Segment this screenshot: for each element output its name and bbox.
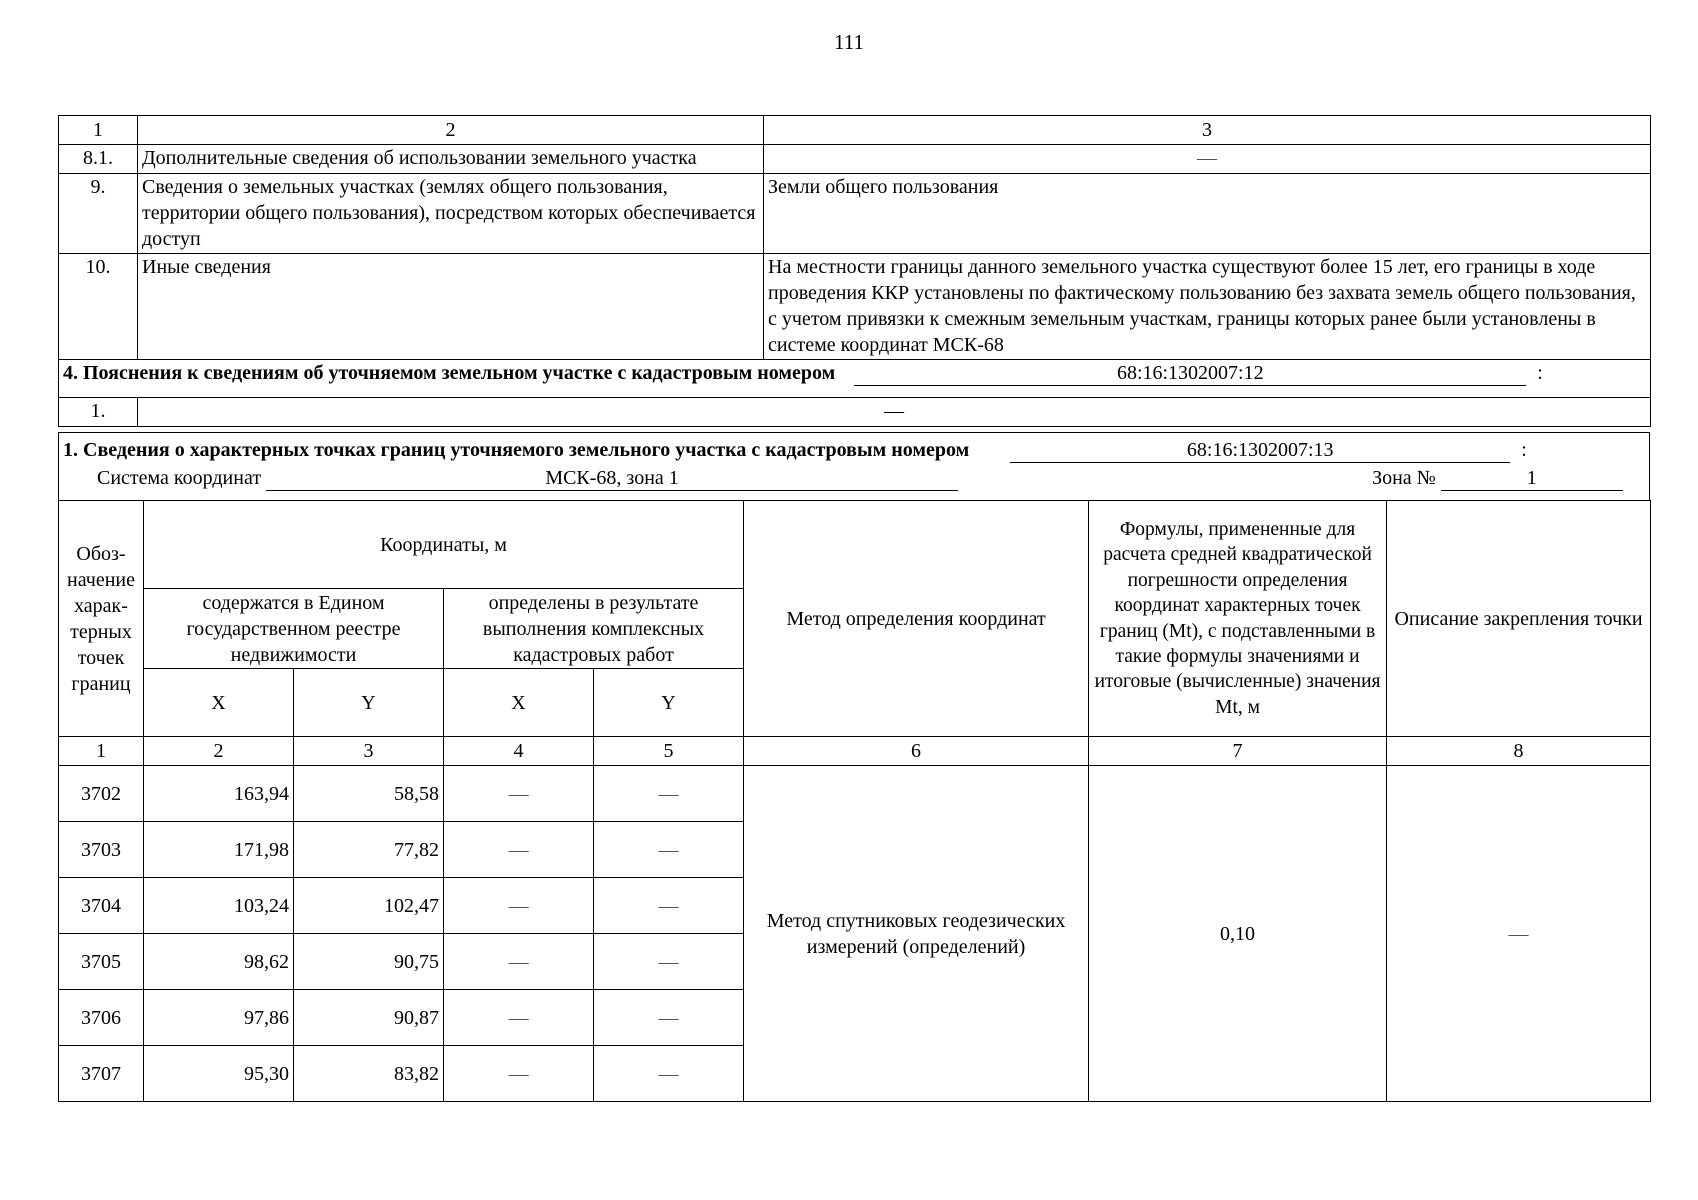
point-x: 103,24 [144,878,294,934]
egrn-y-header: Y [294,669,444,737]
point-x: 171,98 [144,822,294,878]
info-row [59,254,1651,360]
zone-value: 1 [1441,467,1623,491]
coord-system-label: Система координат [97,467,262,489]
point-id: 3707 [59,1046,144,1102]
col-number-4: 4 [444,737,594,766]
col-number-3: 3 [294,737,444,766]
description-value: — [1387,766,1651,1102]
info-row [59,174,1651,254]
info-header-row [59,116,1651,145]
mt-value: 0,10 [1089,766,1387,1102]
description-header: Описание закрепления точки [1387,501,1651,737]
col-number-7: 7 [1089,737,1387,766]
section1-header-cell [59,433,1650,501]
section1-title: 1. Сведения о характерных точках границ уточняемого земельного участка с кадастровым номером [63,439,970,461]
kkr-header: определены в результате выполнения комплексных кадастровых работ [444,589,744,669]
point-y: 83,82 [294,1046,444,1102]
row-value: Земли общего пользования [764,174,1651,254]
section1-header [58,432,1650,501]
kkr-x-header: X [444,669,594,737]
zone-label: Зона № [1372,467,1436,489]
section1-colon: : [1521,439,1527,461]
points-col-numbers-row [59,737,1651,766]
point-id: 3704 [59,878,144,934]
point-y: 90,87 [294,990,444,1046]
row-label: Сведения о земельных участках (землях общего пользования, территории общего пользования), посредством которых обеспечивается доступ [138,174,764,254]
coordinates-header: Координаты, м [144,501,744,589]
method-value: Метод спутниковых геодезических измерений (определений) [744,766,1089,1102]
point-x-kkr: — [444,878,594,934]
row-number: 8.1. [59,145,138,174]
section4-cell [59,360,1651,398]
point-y: 90,75 [294,934,444,990]
point-id: 3705 [59,934,144,990]
section4-title: 4. Пояснения к сведениям об уточняемом земельном участке с кадастровым номером [63,362,836,384]
egrn-x-header: X [144,669,294,737]
col-number-2: 2 [138,116,764,145]
section4-row [59,360,1651,398]
row-label: Дополнительные сведения об использовании земельного участка [138,145,764,174]
col-number-1: 1 [59,737,144,766]
point-id: 3702 [59,766,144,822]
col-number-3: 3 [764,116,1651,145]
point-y: 77,82 [294,822,444,878]
points-header-row [59,501,1651,589]
col-number-6: 6 [744,737,1089,766]
method-header: Метод определения координат [744,501,1089,737]
row-value: — [764,145,1651,174]
section4-cadastral-number: 68:16:1302007:12 [854,362,1526,386]
info-row [59,145,1651,174]
info-table [58,115,1651,427]
point-x: 163,94 [144,766,294,822]
formulas-header: Формулы, примененные для расчета средней квадратической погрешности определения координат характерных точек границ (Mt), с подставленными в такие формулы значениями и итоговые (вычисленные) значения Mt, м [1089,501,1387,737]
point-x: 98,62 [144,934,294,990]
egrn-header: содержатся в Едином государственном реестре недвижимости [144,589,444,669]
section4-item-row [59,398,1651,427]
section1-cadastral-number: 68:16:1302007:13 [1010,439,1510,463]
col-number-8: 8 [1387,737,1651,766]
point-y: 102,47 [294,878,444,934]
point-y-kkr: — [594,766,744,822]
row-label: Иные сведения [138,254,764,360]
point-y-kkr: — [594,1046,744,1102]
point-x: 97,86 [144,990,294,1046]
point-x-kkr: — [444,822,594,878]
coord-system-value: МСК-68, зона 1 [266,467,958,491]
point-id: 3703 [59,822,144,878]
row-number: 9. [59,174,138,254]
point-x-kkr: — [444,990,594,1046]
col-number-5: 5 [594,737,744,766]
row-value: — [138,398,1651,427]
point-y-kkr: — [594,822,744,878]
page-number: 111 [834,30,864,54]
col-number-2: 2 [144,737,294,766]
row-value: На местности границы данного земельного участка существуют более 15 лет, его границы в ходе проведения ККР установлены по фактическому пользованию без захвата земель общего пользования, с учетом привязки к смежным земельным участкам, границы которых ранее были установлены в системе координат МСК-68 [764,254,1651,360]
designation-header: Обоз-начение харак-терных точек границ [59,501,144,737]
section4-colon: : [1537,362,1543,384]
row-number: 1. [59,398,138,427]
point-x-kkr: — [444,934,594,990]
row-number: 10. [59,254,138,360]
points-table [58,500,1651,1102]
point-x-kkr: — [444,1046,594,1102]
point-y: 58,58 [294,766,444,822]
point-y-kkr: — [594,990,744,1046]
point-id: 3706 [59,990,144,1046]
point-y-kkr: — [594,878,744,934]
kkr-y-header: Y [594,669,744,737]
point-x: 95,30 [144,1046,294,1102]
point-x-kkr: — [444,766,594,822]
table-row [59,766,1651,822]
col-number-1: 1 [59,116,138,145]
point-y-kkr: — [594,934,744,990]
